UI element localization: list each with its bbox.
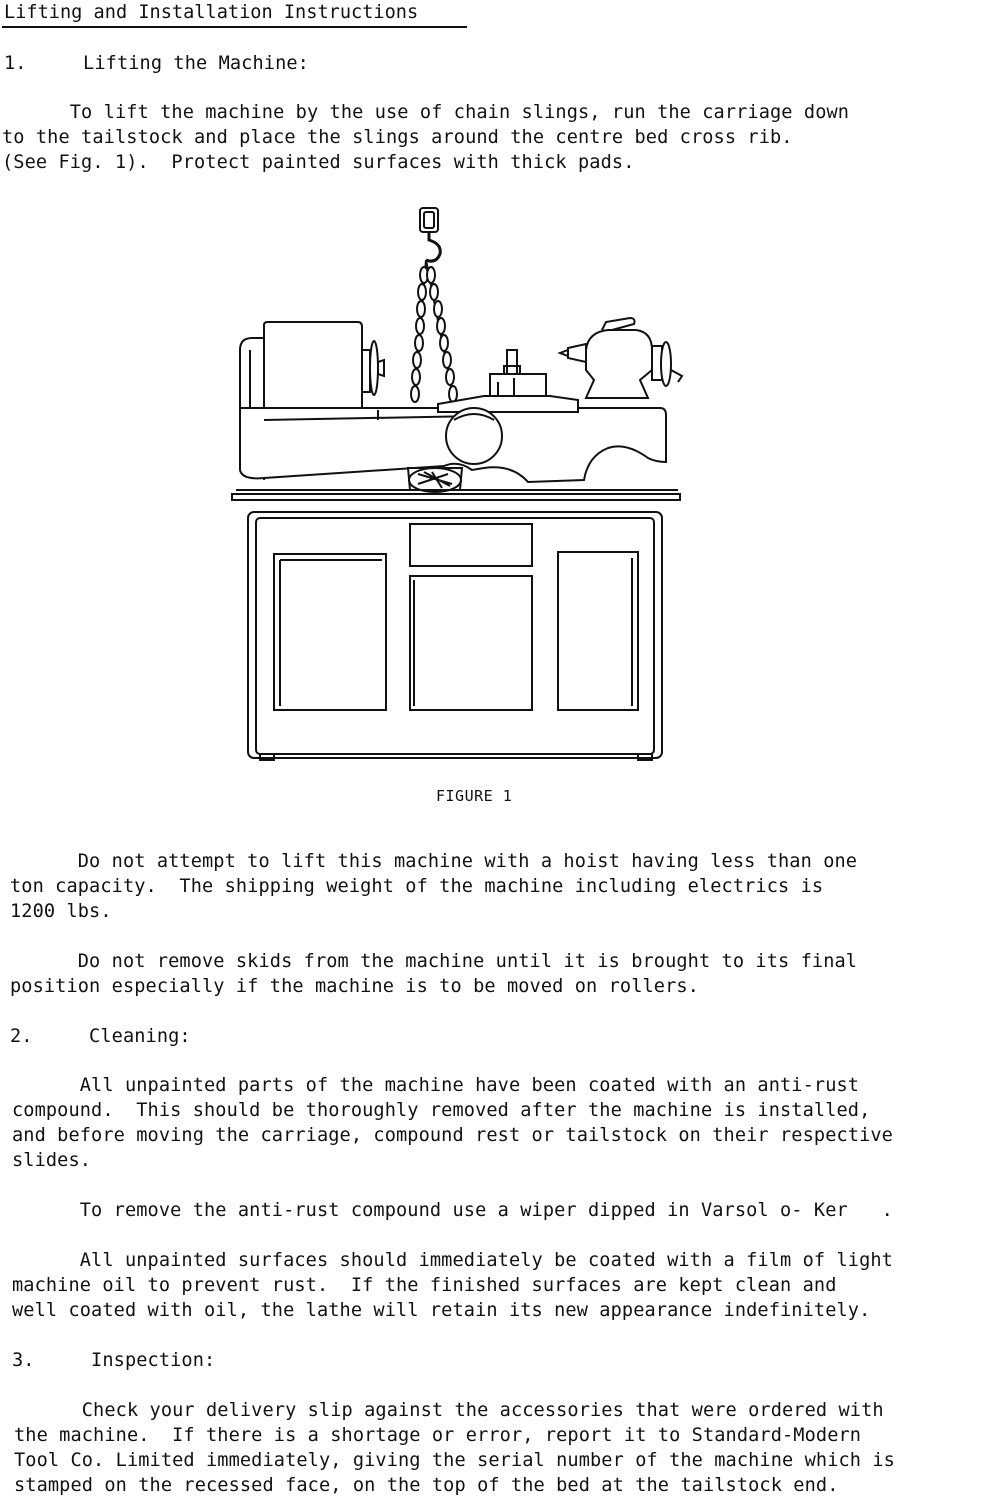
section-1-paragraph-1-line-1: To lift the machine by the use of chain slings, run the carriage down [2, 102, 850, 123]
page-title: Lifting and Installation Instructions [4, 2, 419, 23]
chain-slings [411, 260, 457, 402]
cabinet-drawer-center [410, 524, 532, 566]
tool-post [507, 350, 517, 374]
section-2-paragraph-1-line-3: and before moving the carriage, compound rest or tailstock on their respective [12, 1125, 893, 1146]
apron-handwheel [446, 408, 502, 464]
section-2-heading: 2. Cleaning: [10, 1026, 191, 1047]
section-1-paragraph-3-line-1: Do not remove skids from the machine until it is brought to its final [10, 951, 858, 972]
section-3-paragraph-1-line-2: the machine. If there is a shortage or error, report it to Standard-Modern [14, 1425, 862, 1446]
cabinet-door-center [410, 576, 532, 710]
section-1-paragraph-2-line-2: ton capacity. The shipping weight of the machine including electrics is [10, 876, 824, 897]
section-2-paragraph-2-line-1: To remove the anti-rust compound use a wiper dipped in Varsol o- Ker . [12, 1200, 893, 1221]
drip-tray [232, 494, 680, 500]
section-3-heading: 3. Inspection: [12, 1350, 216, 1371]
section-2-paragraph-1-line-4: slides. [12, 1150, 92, 1171]
section-3-paragraph-1-line-4: stamped on the recessed face, on the top of the bed at the tailstock end. [14, 1475, 839, 1496]
section-3-paragraph-1-line-3: Tool Co. Limited immediately, giving the serial number of the machine which is [14, 1450, 895, 1471]
section-2-paragraph-3-line-3: well coated with oil, the lathe will retain its new appearance indefinitely. [12, 1300, 871, 1321]
tailstock [586, 330, 652, 398]
title-underline [2, 26, 467, 28]
section-3-paragraph-1-line-1: Check your delivery slip against the accessories that were ordered with [14, 1400, 884, 1421]
section-1-heading: 1. Lifting the Machine: [4, 53, 309, 74]
cabinet-door-right [558, 552, 638, 710]
section-2-paragraph-3-line-1: All unpainted surfaces should immediately be coated with a film of light [12, 1250, 893, 1271]
headstock [240, 322, 362, 408]
crane-hook [426, 232, 440, 261]
section-2-paragraph-3-line-2: machine oil to prevent rust. If the finished surfaces are kept clean and [12, 1275, 837, 1296]
section-2-paragraph-1-line-1: All unpainted parts of the machine have been coated with an anti-rust [12, 1075, 860, 1096]
section-2-paragraph-1-line-2: compound. This should be thoroughly removed after the machine is installed, [12, 1100, 871, 1121]
lathe-lifting-figure [228, 200, 688, 765]
cabinet-door-left [274, 554, 386, 710]
section-1-paragraph-1-line-3: (See Fig. 1). Protect painted surfaces with thick pads. [2, 152, 635, 173]
section-1-paragraph-1-line-2: to the tailstock and place the slings around the centre bed cross rib. [2, 127, 793, 148]
section-1-paragraph-2-line-1: Do not attempt to lift this machine with a hoist having less than one [10, 851, 858, 872]
section-1-paragraph-3-line-2: position especially if the machine is to be moved on rollers. [10, 976, 699, 997]
section-1-paragraph-2-line-3: 1200 lbs. [10, 901, 112, 922]
figure-caption: FIGURE 1 [436, 787, 513, 805]
